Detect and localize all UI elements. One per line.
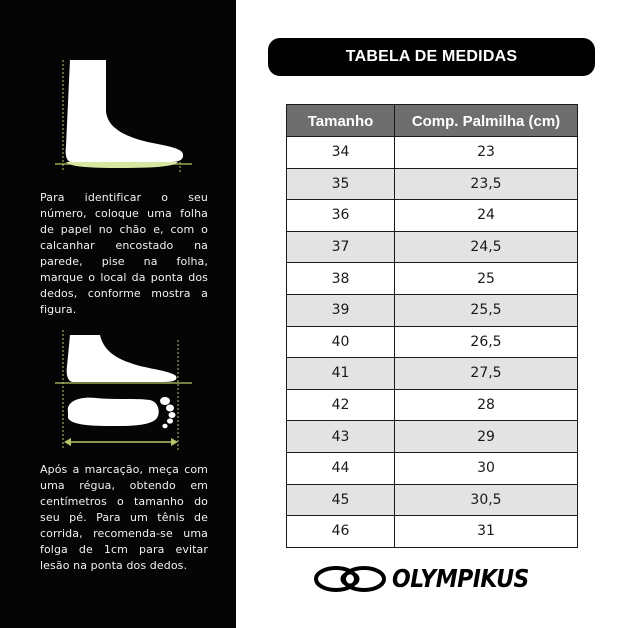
cell-size: 42 bbox=[287, 389, 395, 421]
page-title: TABELA DE MEDIDAS bbox=[268, 38, 595, 76]
table-row bbox=[287, 452, 578, 484]
cell-size: 45 bbox=[287, 484, 395, 516]
cell-insole-length: 24 bbox=[395, 200, 578, 232]
table-row bbox=[287, 326, 578, 358]
instructions-step-2: Após a marcação, meça com uma régua, obtendo em centímetros o tamanho do seu pé. Para um tênis de corrida, recomenda-se uma folga de 1cm para evitar lesão na ponta dos dedos. bbox=[40, 463, 208, 572]
foot-measure-icon bbox=[0, 330, 236, 455]
cell-insole-length: 27,5 bbox=[395, 358, 578, 390]
table-row bbox=[287, 137, 578, 169]
cell-size: 39 bbox=[287, 294, 395, 326]
cell-insole-length: 29 bbox=[395, 421, 578, 453]
size-table bbox=[286, 104, 578, 548]
olympikus-logo-icon bbox=[312, 560, 390, 598]
cell-insole-length: 30,5 bbox=[395, 484, 578, 516]
cell-size: 36 bbox=[287, 200, 395, 232]
cell-size: 46 bbox=[287, 516, 395, 548]
cell-insole-length: 26,5 bbox=[395, 326, 578, 358]
cell-size: 35 bbox=[287, 168, 395, 200]
table-row bbox=[287, 389, 578, 421]
cell-size: 41 bbox=[287, 358, 395, 390]
cell-size: 38 bbox=[287, 263, 395, 295]
cell-size: 37 bbox=[287, 231, 395, 263]
table-row bbox=[287, 168, 578, 200]
foot-side-view-icon bbox=[0, 50, 236, 180]
table-row bbox=[287, 484, 578, 516]
cell-insole-length: 24,5 bbox=[395, 231, 578, 263]
cell-insole-length: 25,5 bbox=[395, 294, 578, 326]
cell-insole-length: 25 bbox=[395, 263, 578, 295]
brand-name: OLYMPIKUS bbox=[392, 564, 529, 594]
table-row bbox=[287, 358, 578, 390]
cell-insole-length: 30 bbox=[395, 452, 578, 484]
header-insole-length: Comp. Palmilha (cm) bbox=[395, 105, 578, 137]
table-row bbox=[287, 263, 578, 295]
table-row bbox=[287, 231, 578, 263]
brand-logo bbox=[312, 560, 552, 598]
cell-size: 43 bbox=[287, 421, 395, 453]
table-body bbox=[287, 137, 578, 548]
cell-insole-length: 28 bbox=[395, 389, 578, 421]
table-header-row bbox=[287, 105, 578, 137]
instructions-panel bbox=[0, 0, 236, 628]
cell-insole-length: 23 bbox=[395, 137, 578, 169]
table-row bbox=[287, 294, 578, 326]
table-row bbox=[287, 200, 578, 232]
header-size: Tamanho bbox=[287, 105, 395, 137]
cell-size: 34 bbox=[287, 137, 395, 169]
instructions-step-1: Para identificar o seu número, coloque uma folha de papel no chão e, com o calcanhar encostado na parede, pise na folha, marque o local da ponta dos dedos, conforme mostra a figura. bbox=[40, 191, 208, 316]
cell-insole-length: 23,5 bbox=[395, 168, 578, 200]
cell-insole-length: 31 bbox=[395, 516, 578, 548]
cell-size: 44 bbox=[287, 452, 395, 484]
table-row bbox=[287, 516, 578, 548]
table-row bbox=[287, 421, 578, 453]
cell-size: 40 bbox=[287, 326, 395, 358]
